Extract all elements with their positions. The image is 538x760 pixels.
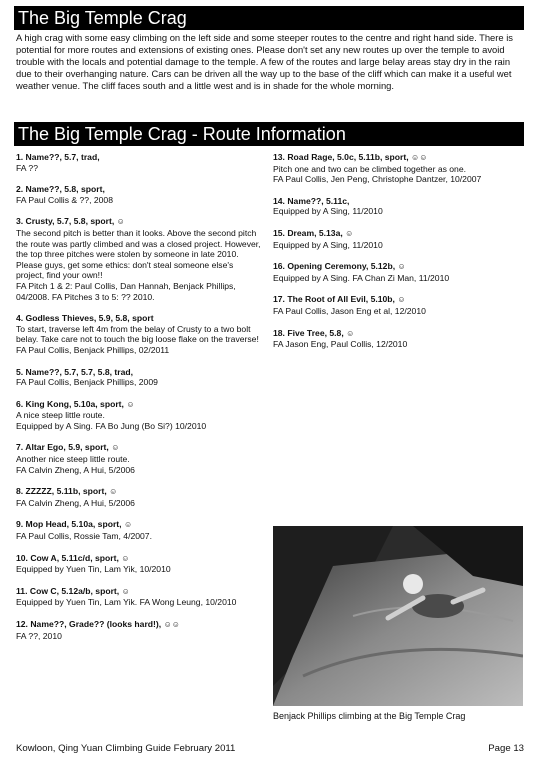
route-description: Equipped by Yuen Tin, Lam Yik, 10/2010 [16, 564, 171, 575]
route-description: Equipped by A Sing, 11/2010 [273, 239, 383, 250]
route-name: 14. Name??, 5.11c, [273, 195, 350, 206]
routes-title: The Big Temple Crag - Route Information [18, 124, 346, 144]
smiley-rating-icon: ☺ [109, 487, 118, 497]
route-entry [273, 152, 525, 185]
smiley-rating-icon: ☺ [346, 328, 355, 338]
smiley-rating-icon: ☺ [397, 295, 406, 305]
route-description: FA Pitch 1 & 2: Paul Collis, Dan Hannah, Benjack Phillips, 04/2008. FA Pitches 3 to 5: ?? 2010. [16, 280, 236, 302]
smiley-rating-icon: ☺☺ [411, 153, 428, 162]
route-name: 8. ZZZZZ, 5.11b, sport, [16, 486, 107, 497]
route-entry [273, 294, 525, 316]
route-heading [16, 313, 262, 324]
route-description: Another nice steep little route. [16, 454, 130, 465]
route-description: Equipped by Yuen Tin, Lam Yik. FA Wong Leung, 10/2010 [16, 597, 237, 608]
route-name: 4. Godless Thieves, 5.9, 5.8, sport [16, 313, 154, 324]
smiley-rating-icon: ☺ [397, 262, 406, 272]
route-entry [16, 216, 262, 302]
route-entry [16, 553, 262, 575]
smiley-rating-icon: ☺☺ [163, 620, 180, 629]
route-name: 1. Name??, 5.7, trad, [16, 152, 100, 162]
route-heading [16, 399, 262, 411]
route-heading [273, 261, 525, 273]
route-name: 10. Cow A, 5.11c/d, sport, [16, 552, 119, 563]
climber-photo-image [273, 526, 523, 706]
route-description: To start, traverse left 4m from the belay of Crusty to a two bolt belay. Take care not to touch the big loose flake on the traverse! [16, 323, 259, 345]
route-entry [16, 399, 262, 432]
section-title: The Big Temple Crag [18, 8, 187, 28]
route-name: 15. Dream, 5.13a, [273, 227, 343, 238]
route-description: FA Paul Collis, Benjack Phillips, 02/2011 [16, 344, 170, 355]
smiley-rating-icon: ☺ [111, 443, 120, 453]
route-heading [16, 216, 262, 228]
route-entry [16, 619, 262, 641]
smiley-rating-icon: ☺ [121, 586, 130, 596]
route-heading [273, 328, 525, 340]
route-description: Pitch one and two can be climbed together as one. [273, 163, 467, 174]
route-entry [16, 184, 262, 205]
route-name: 7. Altar Ego, 5.9, sport, [16, 442, 109, 453]
route-name: 12. Name??, Grade?? (looks hard!), [16, 619, 162, 629]
route-description: Equipped by A Sing. FA Bo Jung (Bo Si?) 10/2010 [16, 420, 207, 431]
smiley-rating-icon: ☺ [345, 228, 354, 238]
route-name: 11. Cow C, 5.12a/b, sport, [16, 585, 120, 596]
route-description: FA Paul Collis, Jen Peng, Christophe Dantzer, 10/2007 [273, 174, 482, 185]
route-entry [16, 313, 262, 355]
route-list-right [273, 152, 525, 361]
route-description: A nice steep little route. [16, 410, 105, 421]
route-heading [16, 367, 262, 378]
route-entry [16, 367, 262, 388]
section-title-bar [14, 6, 524, 30]
route-entry [16, 486, 262, 508]
route-name: 3. Crusty, 5.7, 5.8, sport, [16, 216, 115, 227]
route-description: FA ?? [16, 162, 38, 173]
route-description: Equipped by A Sing, 11/2010 [273, 206, 383, 217]
footer-page-number: Page 13 [488, 743, 524, 754]
route-entry [16, 442, 262, 475]
route-description: FA Paul Collis & ??, 2008 [16, 194, 113, 205]
route-heading [273, 196, 525, 207]
route-description: FA Paul Collis, Jason Eng et al, 12/2010 [273, 305, 426, 316]
route-entry [273, 196, 525, 217]
routes-title-bar [14, 122, 524, 146]
smiley-rating-icon: ☺ [116, 217, 125, 227]
route-description: Equipped by A Sing. FA Chan Zi Man, 11/2010 [273, 272, 450, 283]
route-heading [16, 184, 262, 195]
route-name: 18. Five Tree, 5.8, [273, 327, 344, 338]
route-entry [16, 152, 262, 173]
route-entry [273, 228, 525, 250]
route-heading [273, 228, 525, 240]
route-name: 2. Name??, 5.8, sport, [16, 184, 105, 195]
route-heading [16, 553, 262, 565]
route-description: FA Paul Collis, Rossie Tam, 4/2007. [16, 531, 152, 542]
route-list-left [16, 152, 262, 652]
photo-caption: Benjack Phillips climbing at the Big Temple Crag [273, 711, 466, 721]
route-name: 5. Name??, 5.7, 5.7, 5.8, trad, [16, 366, 134, 377]
smiley-rating-icon: ☺ [126, 399, 135, 409]
route-description: FA ??, 2010 [16, 630, 62, 641]
route-entry [16, 519, 262, 541]
route-heading [16, 486, 262, 498]
route-description: FA Calvin Zheng, A Hui, 5/2006 [16, 497, 135, 508]
route-name: 17. The Root of All Evil, 5.10b, [273, 294, 395, 305]
route-name: 9. Mop Head, 5.10a, sport, [16, 519, 122, 530]
route-description: FA Calvin Zheng, A Hui, 5/2006 [16, 464, 135, 475]
route-entry [273, 261, 525, 283]
route-entry [16, 586, 262, 608]
route-heading [16, 619, 262, 631]
route-name: 13. Road Rage, 5.0c, 5.11b, sport, [273, 152, 409, 162]
route-heading [273, 152, 525, 164]
route-heading [16, 519, 262, 531]
route-heading [16, 586, 262, 598]
route-description: The second pitch is better than it looks. Above the second pitch the route was partly climbed and was a closed project. However, the top three pitches were stolen by someone in late 2010. Please guys, get some ethics: don't steal someone else's project, find your own!! [16, 227, 261, 281]
smiley-rating-icon: ☺ [121, 553, 130, 563]
route-name: 6. King Kong, 5.10a, sport, [16, 398, 124, 409]
route-heading [273, 294, 525, 306]
route-name: 16. Opening Ceremony, 5.12b, [273, 261, 396, 272]
route-description: FA Paul Collis, Benjack Phillips, 2009 [16, 377, 158, 388]
route-heading [16, 152, 262, 163]
smiley-rating-icon: ☺ [123, 520, 133, 530]
route-heading [16, 442, 262, 454]
footer-guide-title: Kowloon, Qing Yuan Climbing Guide February 2011 [16, 743, 236, 754]
intro-paragraph: A high crag with some easy climbing on the left side and some steeper routes to the centre and right hand side. There is potential for more routes and extensions of existing ones. Please don't set any new routes up over the temple to avoid trouble with the locals and potential damage to the temple. A few of the routes and large belay areas stay dry in the rain due to their overhanging nature. Cars can be driven all the way up to the base of the cliff which can make it a useful wet weather venue. The cliff faces south and a little west and is in shade for the whole morning. [16, 32, 513, 91]
route-entry [273, 328, 525, 350]
route-description: FA Jason Eng, Paul Collis, 12/2010 [273, 339, 408, 350]
climbing-photo [273, 526, 523, 706]
